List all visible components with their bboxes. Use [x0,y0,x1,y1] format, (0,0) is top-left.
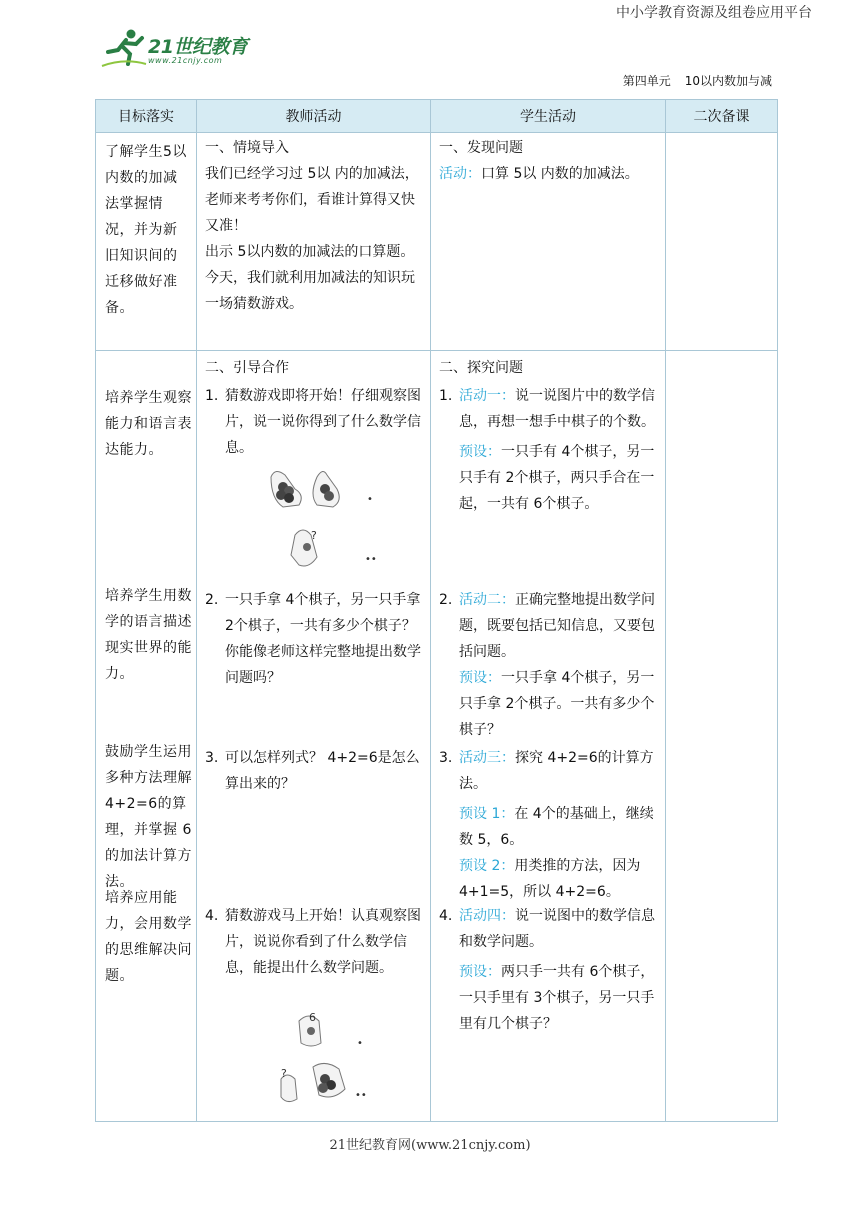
activity-text: 口算 5以 内数的加减法。 [481,166,639,182]
teacher-item: 1. 猜数游戏即将开始！仔细观察图片，说一说你得到了什么数学信息。 [205,388,421,456]
hands-image-1: ? • •• [265,465,375,577]
teacher-item: 4. 猜数游戏马上开始！认真观察图片，说说你看到了什么数学信息，能提出什么数学问题。 [205,908,421,976]
student-heading: 一、发现问题 [439,140,523,156]
unit-label [623,72,772,89]
table-header-row [96,100,778,133]
notes-cell [666,351,778,1122]
platform-title: 中小学教育资源及组卷应用平台 [616,5,812,21]
goal-text: 了解学生5以内数的加减法掌握情况，并为新旧知识间的迁移做好准备。 [105,144,187,316]
teacher-line: 出示 5以内数的加减法的口算题。 [205,244,415,260]
teacher-item: 3. 可以怎样列式？ 4+2=6是怎么算出来的？ [205,750,420,792]
goal-text: 培养学生观察能力和语言表达能力。 [105,390,192,458]
question-mark: ? [311,529,317,542]
goal-text: 培养学生用数学的语言描述现实世界的能力。 [105,588,192,682]
question-mark: ? [281,1067,287,1080]
number-label: 6 [309,1011,316,1024]
logo-text: 21世纪教育 [148,36,248,58]
student-item: 3. 活动三：探究 4+2=6的计算方法。 预设 1：在 4个的基础上，继续数 5，6。 预设 2：用类推的方法，因为 4+1=5，所以 4+2=6。 [439,750,654,900]
teacher-line: 今天，我们就利用加减法的知识玩一场猜数游戏。 [205,270,415,312]
site-logo [100,28,260,70]
header-student: 学生活动 [431,100,666,133]
student-item: 2. 活动二：正确完整地提出数学问题，既要包括已知信息，又要包括问题。 预设：一只手拿 4个棋子，另一只手拿 2个棋子。一共有多少个棋子？ [439,592,655,738]
hands-image-2: 6 ? • •• [273,1009,373,1113]
teacher-line: 我们已经学习过 5以 内的加减法，老师来考考你们，看谁计算得又快又准！ [205,166,419,234]
lesson-table [95,99,778,1122]
table-row [96,351,778,1122]
student-item: 1. 活动一：说一说图片中的数学信息，再想一想手中棋子的个数。 预设：一只手有 4个棋子，另一只手有 2个棋子，两只手合在一起，一共有 6个棋子。 [439,388,655,512]
header-teacher: 教师活动 [197,100,431,133]
unit-title: 10以内数加与减 [684,74,772,88]
teacher-heading: 二、引导合作 [205,360,289,376]
teacher-item: 2. 一只手拿 4个棋子，另一只手拿 2个棋子，一共有多少个棋子？ 你能像老师这样完整地提出数学问题吗？ [205,592,421,686]
footer: 21世纪教育网(www.21cnjy.com) [329,1138,531,1153]
header-notes: 二次备课 [666,100,778,133]
runner-icon [100,28,148,68]
notes-cell [666,133,778,351]
student-heading: 二、探究问题 [439,360,523,376]
table-row [96,133,778,351]
unit-number: 第四单元 [622,74,671,88]
header-goal: 目标落实 [96,100,197,133]
goal-text: 鼓励学生运用多种方法理解 4+2=6的算理，并掌握 6的加法计算方法。 [105,744,192,890]
teacher-heading: 一、情境导入 [205,140,289,156]
goal-text: 培养应用能力，会用数学的思维解决问题。 [105,890,192,984]
logo-url: www.21cnjy.com [148,56,223,65]
activity-tag: 活动： [439,166,481,182]
student-item: 4. 活动四：说一说图中的数学信息和数学问题。 预设：两只手一共有 6个棋子，一只手里有 3个棋子，另一只手里有几个棋子？ [439,908,655,1032]
